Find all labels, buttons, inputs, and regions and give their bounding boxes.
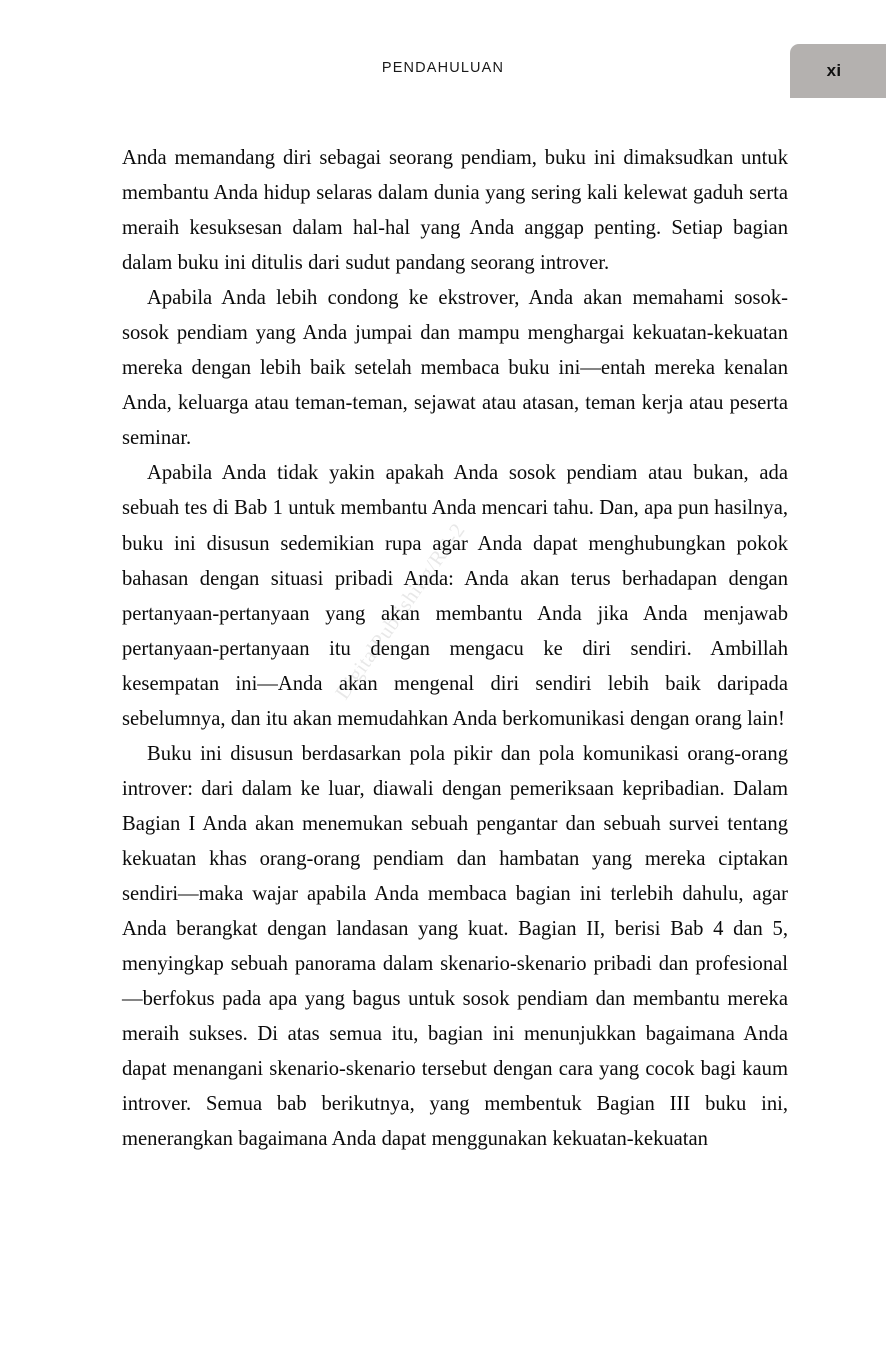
body-paragraph: Anda memandang diri sebagai seorang pendiam, buku ini dimaksudkan untuk membantu Anda hidup selaras dalam dunia yang sering kali kelewat gaduh serta meraih kesuksesan dalam hal-hal yang Anda anggap penting. Setiap bagian dalam buku ini ditulis dari sudut pandang seorang introver.: [122, 147, 788, 275]
watermark-text: DigitalPublishing/RE-2: [330, 518, 470, 704]
body-text-column: [122, 141, 788, 1157]
body-paragraph: Apabila Anda tidak yakin apakah Anda sosok pendiam atau bukan, ada sebuah tes di Bab 1 untuk membantu Anda mencari tahu. Dan, apa pun hasilnya, buku ini disusun sedemikian rupa agar Anda dapat menghubungkan pokok bahasan dengan situasi pribadi Anda: Anda akan terus berhadapan dengan pertanyaan-pertanyaan yang akan membantu Anda jika Anda menjawab pertanyaan-pertanyaan itu dengan mengacu ke diri sendiri. Ambillah kesempatan ini—Anda akan mengenal diri sendiri lebih baik daripada sebelumnya, dan itu akan memudahkan Anda berkomunikasi dengan orang lain!: [122, 462, 789, 730]
page-number-tab: [790, 44, 886, 98]
running-head-title: PENDAHULUAN: [381, 60, 505, 76]
page-header: [0, 0, 886, 112]
page-number: xi: [826, 61, 842, 80]
body-paragraph: Buku ini disusun berdasarkan pola pikir dan pola komunikasi orang-orang introver: dari dalam ke luar, diawali dengan pemeriksaan kepribadian. Dalam Bagian I Anda akan menemukan sebuah pengantar dan sebuah survei tentang kekuatan khas orang-orang pendiam dan hambatan yang mereka ciptakan sendiri—maka wajar apabila Anda membaca bagian ini terlebih dahulu, agar Anda berangkat dengan landasan yang kuat. Bagian II, berisi Bab 4 dan 5, menyingkap sebuah panorama dalam skenario-skenario pribadi dan profesional—berfokus pada apa yang bagus untuk sosok pendiam dan membantu mereka meraih sukses. Di atas semua itu, bagian ini menunjukkan bagaimana Anda dapat menangani skenario-skenario tersebut dengan cara yang cocok bagi kaum introver. Semua bab berikutnya, yang membentuk Bagian III buku ini, menerangkan bagaimana Anda dapat menggunakan kekuatan-kekuatan: [122, 742, 788, 1151]
body-paragraph: Apabila Anda lebih condong ke ekstrover, Anda akan memahami sosok-sosok pendiam yang Anda jumpai dan mampu menghargai kekuatan-kekuatan mereka dengan lebih baik setelah membaca buku ini—entah mereka kenalan Anda, keluarga atau teman-teman, sejawat atau atasan, teman kerja atau peserta seminar.: [122, 287, 788, 450]
